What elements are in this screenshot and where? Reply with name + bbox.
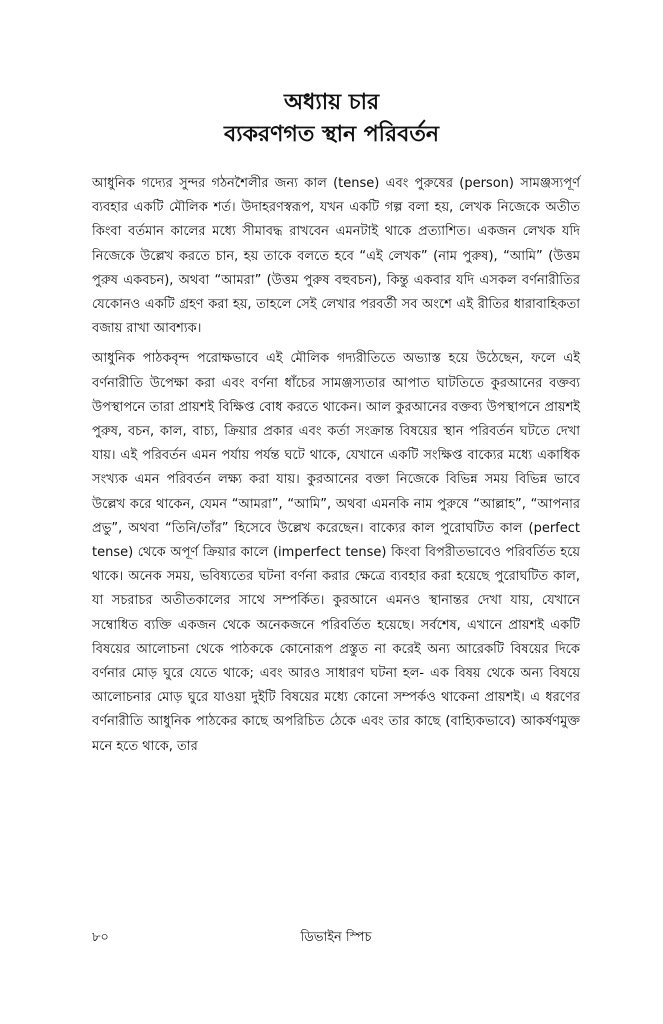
paragraph-2: আধুনিক পাঠকবৃন্দ পরোক্ষভাবে এই মৌলিক গদ্যরীতিতে অভ্যাস্ত হয়ে উঠেছেন, ফলে এই বর্ণনারীতি উপেক্ষা করা এবং বর্ণনা ধাঁচের সামঞ্জস্যতার আপাত ঘাটতিতে কুরআনের বক্তব্য উপস্থাপনে তারা প্রায়শই বিক্ষিপ্ত বোধ করতে থাকেন। আল কুরআনের বক্তব্য উপস্থাপনে প্রায়শই পুরুষ, বচন, কাল, বাচ্য, ক্রিয়ার প্রকার এবং কর্তা সংক্রান্ত বিষয়ের স্থান পরিবর্তন ঘটতে দেখা যায়। এই পরিবর্তন এমন পর্যায় পর্যন্ত ঘটে থাকে, যেখানে একটি সংক্ষিপ্ত বাক্যের মধ্যে একাধিক সংখ্যক এমন পরিবর্তন লক্ষ্য করা যায়। কুরআনের বক্তা নিজেকে বিভিন্ন সময় বিভিন্ন ভাবে উল্লেখ করে থাকেন, যেমন “আমরা”, “আমি”, অথবা এমনকি নাম পুরুষে “আল্লাহ”, “আপনার প্রভু”, অথবা “তিনি/তাঁর” হিসেবে উল্লেখ করেছেন। বাক্যের কাল পুরোঘটিত কাল (perfect tense) থেকে অপূর্ণ ক্রিয়ার কালে (imperfect tense) কিংবা বিপরীতভাবেও পরিবর্তিত হয়ে থাকে। অনেক সময়, ভবিষ্যতের ঘটনা বর্ণনা করার ক্ষেত্রে ব্যবহার করা হয়েছে পুরোঘটিত কাল, যা সচরাচর অতীতকালের সাথে সম্পর্কিত। কুরআনে এমনও স্থানান্তর দেখা যায়, যেখানে সম্বোধিত ব্যক্তি একজন থেকে অনেকজনে পরিবর্তিত হয়েছে। সর্বশেষ, এখানে প্রায়শই একটি বিষয়ের আলোচনা থেকে পাঠককে কোনোরূপ প্রস্তুত না করেই অন্য আরেকটি বিষয়ের দিকে বর্ণনার মোড় ঘুরে যেতে থাকে; এবং আরও সাধারণ ঘটনা হল- এক বিষয় থেকে অন্য বিষয়ে আলোচনার মোড় ঘুরে যাওয়া দুইটি বিষয়ের মধ্যে কোনো সম্পর্কও থাকেনা প্রায়শই। এ ধরণের বর্ণনারীতি আধুনিক পাঠকের কাছে অপরিচিত ঠেকে এবং তার কাছে (বাহ্যিকভাবে) আকর্ষণমুক্ত মনে হতে থাকে, তার <box>92 351 580 754</box>
running-title: ডিভাইন স্পিচ <box>300 930 372 945</box>
page-footer <box>92 928 580 948</box>
page-number: ৮০ <box>92 930 109 945</box>
body-text <box>92 172 580 765</box>
chapter-title-heading: ব্যকরণগত স্থান পরিবর্তন <box>224 122 439 147</box>
paragraph-1: আধুনিক গদ্যের সুন্দর গঠনশৈলীর জন্য কাল (tense) এবং পুরুষের (person) সামঞ্জস্যপূর্ণ ব্যবহার একটি মৌলিক শর্ত। উদাহরণস্বরূপ, যখন একটি গল্প বলা হয়, লেখক নিজেকে অতীত কিংবা বর্তমান কালের মধ্যে সীমাবদ্ধ রাখবেন এমনটাই থাকে প্রত্যাশিত। একজন লেখক যদি নিজেকে উল্লেখ করতে চান, হয় তাকে বলতে হবে “এই লেখক” (নাম পুরুষ), “আমি” (উত্তম পুরুষ একবচন), অথবা “আমরা” (উত্তম পুরুষ বহুবচন), কিন্তু একবার যদি এসকল বর্ণনারীতির যেকোনও একটি গ্রহণ করা হয়, তাহলে সেই লেখার পরবর্তী সব অংশে এই রীতির ধারাবাহিকতা বজায় রাখা আবশ্যক। <box>92 176 580 337</box>
chapter-number-heading: অধ্যায় চার <box>283 90 380 115</box>
